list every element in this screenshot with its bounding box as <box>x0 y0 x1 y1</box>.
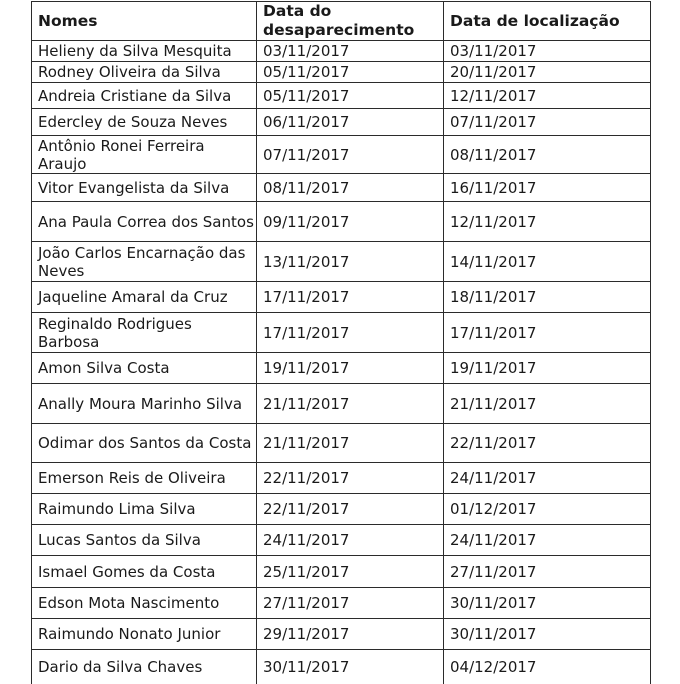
desaparecimento-cell: 09/11/2017 <box>257 202 444 242</box>
table-row <box>32 282 651 313</box>
localizacao-cell: 12/11/2017 <box>444 202 651 242</box>
table-row <box>32 242 651 282</box>
desaparecimento-cell: 06/11/2017 <box>257 109 444 136</box>
table-row <box>32 202 651 242</box>
table-row <box>32 62 651 83</box>
table-row <box>32 525 651 556</box>
header-row <box>32 2 651 41</box>
desaparecimento-cell: 27/11/2017 <box>257 588 444 619</box>
localizacao-cell: 19/11/2017 <box>444 353 651 384</box>
table-row <box>32 41 651 62</box>
localizacao-cell: 14/11/2017 <box>444 242 651 282</box>
table-row <box>32 109 651 136</box>
desaparecimento-cell: 19/11/2017 <box>257 353 444 384</box>
localizacao-cell: 03/11/2017 <box>444 41 651 62</box>
name-cell: Antônio Ronei Ferreira Araujo <box>32 136 257 174</box>
desaparecimento-cell: 25/11/2017 <box>257 556 444 588</box>
localizacao-cell: 24/11/2017 <box>444 463 651 494</box>
name-cell: Odimar dos Santos da Costa <box>32 424 257 463</box>
desaparecimento-cell: 05/11/2017 <box>257 83 444 109</box>
table-row <box>32 174 651 202</box>
table-row <box>32 619 651 650</box>
table-row <box>32 313 651 353</box>
table-row <box>32 494 651 525</box>
localizacao-cell: 17/11/2017 <box>444 313 651 353</box>
localizacao-cell: 20/11/2017 <box>444 62 651 83</box>
desaparecimento-cell: 30/11/2017 <box>257 650 444 684</box>
name-cell: Raimundo Nonato Junior <box>32 619 257 650</box>
localizacao-cell: 04/12/2017 <box>444 650 651 684</box>
localizacao-cell: 30/11/2017 <box>444 588 651 619</box>
localizacao-cell: 22/11/2017 <box>444 424 651 463</box>
table-row <box>32 588 651 619</box>
name-cell: Edercley de Souza Neves <box>32 109 257 136</box>
table-row <box>32 463 651 494</box>
desaparecimento-cell: 17/11/2017 <box>257 282 444 313</box>
name-cell: Lucas Santos da Silva <box>32 525 257 556</box>
table-row <box>32 136 651 174</box>
desaparecimento-cell: 22/11/2017 <box>257 463 444 494</box>
header-data-desaparecimento: Data do desaparecimento <box>257 2 444 41</box>
name-cell: Ana Paula Correa dos Santos <box>32 202 257 242</box>
localizacao-cell: 18/11/2017 <box>444 282 651 313</box>
desaparecimento-cell: 05/11/2017 <box>257 62 444 83</box>
localizacao-cell: 16/11/2017 <box>444 174 651 202</box>
localizacao-cell: 07/11/2017 <box>444 109 651 136</box>
desaparecimento-cell: 21/11/2017 <box>257 384 444 424</box>
desaparecimento-cell: 03/11/2017 <box>257 41 444 62</box>
table-row <box>32 353 651 384</box>
localizacao-cell: 08/11/2017 <box>444 136 651 174</box>
name-cell: Andreia Cristiane da Silva <box>32 83 257 109</box>
localizacao-cell: 21/11/2017 <box>444 384 651 424</box>
table-row <box>32 650 651 684</box>
name-cell: Amon Silva Costa <box>32 353 257 384</box>
desaparecimento-cell: 08/11/2017 <box>257 174 444 202</box>
name-cell: Rodney Oliveira da Silva <box>32 62 257 83</box>
desaparecimento-cell: 21/11/2017 <box>257 424 444 463</box>
table-row <box>32 424 651 463</box>
table-row <box>32 556 651 588</box>
name-cell: Raimundo Lima Silva <box>32 494 257 525</box>
table-row <box>32 83 651 109</box>
name-cell: Dario da Silva Chaves <box>32 650 257 684</box>
name-cell: Jaqueline Amaral da Cruz <box>32 282 257 313</box>
localizacao-cell: 01/12/2017 <box>444 494 651 525</box>
name-cell: Edson Mota Nascimento <box>32 588 257 619</box>
localizacao-cell: 30/11/2017 <box>444 619 651 650</box>
desaparecimento-cell: 13/11/2017 <box>257 242 444 282</box>
name-cell: Emerson Reis de Oliveira <box>32 463 257 494</box>
desaparecimento-cell: 29/11/2017 <box>257 619 444 650</box>
localizacao-cell: 27/11/2017 <box>444 556 651 588</box>
header-data-localizacao: Data de localização <box>444 2 651 41</box>
name-cell: Reginaldo Rodrigues Barbosa <box>32 313 257 353</box>
missing-persons-table <box>31 1 651 684</box>
table-row <box>32 384 651 424</box>
desaparecimento-cell: 07/11/2017 <box>257 136 444 174</box>
name-cell: Ismael Gomes da Costa <box>32 556 257 588</box>
desaparecimento-cell: 24/11/2017 <box>257 525 444 556</box>
desaparecimento-cell: 17/11/2017 <box>257 313 444 353</box>
name-cell: João Carlos Encarnação das Neves <box>32 242 257 282</box>
header-nomes: Nomes <box>32 2 257 41</box>
localizacao-cell: 24/11/2017 <box>444 525 651 556</box>
name-cell: Helieny da Silva Mesquita <box>32 41 257 62</box>
name-cell: Anally Moura Marinho Silva <box>32 384 257 424</box>
localizacao-cell: 12/11/2017 <box>444 83 651 109</box>
desaparecimento-cell: 22/11/2017 <box>257 494 444 525</box>
name-cell: Vitor Evangelista da Silva <box>32 174 257 202</box>
